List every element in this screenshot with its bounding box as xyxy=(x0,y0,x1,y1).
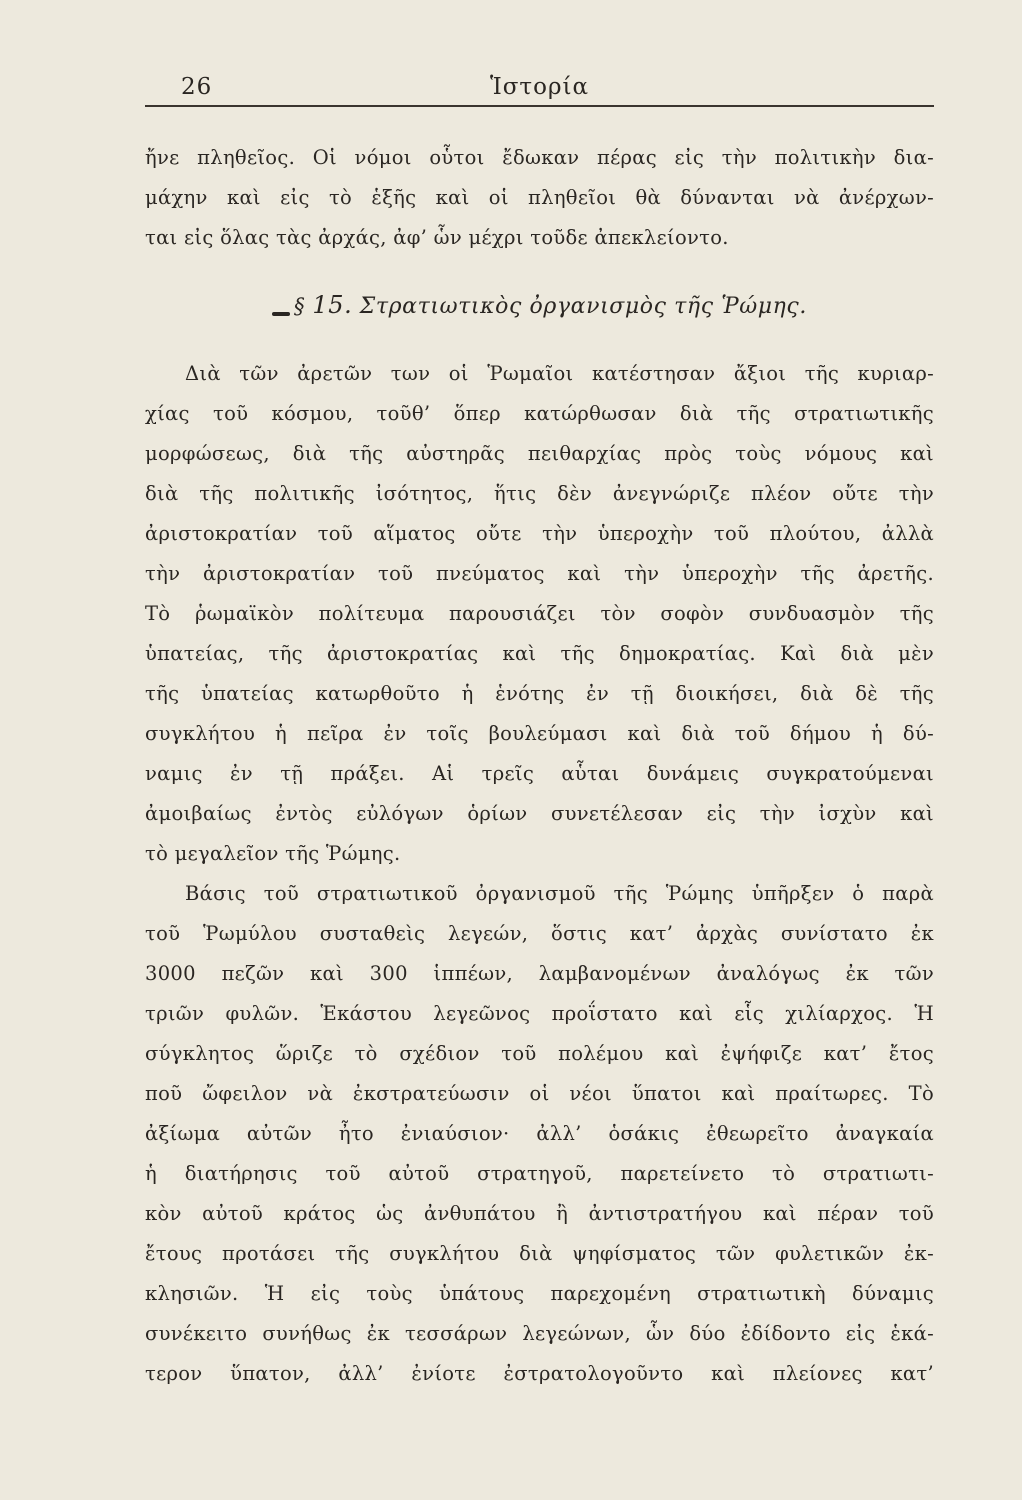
text-line: Βάσις τοῦ στρατιωτικοῦ ὀργανισμοῦ τῆς Ῥώμης ὑπῆρξεν ὁ παρὰ xyxy=(185,882,934,905)
text-line: μάχην καὶ εἰς τὸ ἑξῆς καὶ οἱ πληθεῖοι θὰ δύνανται νὰ ἀνέρχων- xyxy=(145,186,934,209)
text-line: ται εἰς ὅλας τὰς ἀρχάς, ἀφ’ ὧν μέχρι τοῦδε ἀπεκλείοντο. xyxy=(145,226,729,249)
text-line: Διὰ τῶν ἀρετῶν των οἱ Ῥωμαῖοι κατέστησαν ἄξιοι τῆς κυριαρ- xyxy=(185,362,934,385)
text-line: τὴν ἀριστοκρατίαν τοῦ πνεύματος καὶ τὴν ὑπεροχὴν τῆς ἀρετῆς. xyxy=(145,562,934,585)
section-number: 15. xyxy=(312,291,353,319)
section-symbol: § xyxy=(294,294,306,318)
text-body xyxy=(145,138,934,1394)
text-line: 3000 πεζῶν καὶ 300 ἱππέων, λαμβανομένων ἀναλόγως ἐκ τῶν xyxy=(145,962,934,985)
heading-dash-mark xyxy=(272,312,290,316)
text-line: ἔτους προτάσει τῆς συγκλήτου διὰ ψηφίσματος τῶν φυλετικῶν ἐκ- xyxy=(145,1242,934,1265)
text-line: μορφώσεως, διὰ τῆς αὐστηρᾶς πειθαρχίας πρὸς τοὺς νόμους καὶ xyxy=(145,442,934,465)
text-line: συγκλήτου ἡ πεῖρα ἐν τοῖς βουλεύμασι καὶ διὰ τοῦ δήμου ἡ δύ- xyxy=(145,722,934,745)
text-line: ἡ διατήρησις τοῦ αὐτοῦ στρατηγοῦ, παρετείνετο τὸ στρατιωτι- xyxy=(145,1162,934,1185)
text-line: ἤνε πληθεῖος. Οἱ νόμοι οὗτοι ἔδωκαν πέρας εἰς τὴν πολιτικὴν δια- xyxy=(145,146,934,169)
header-rule xyxy=(145,105,934,107)
text-line: ναμις ἐν τῇ πράξει. Αἱ τρεῖς αὗται δυνάμεις συγκρατούμεναι xyxy=(145,762,934,785)
text-line: κλησιῶν. Ἡ εἰς τοὺς ὑπάτους παρεχομένη στρατιωτικὴ δύναμις xyxy=(145,1282,934,1305)
section-heading xyxy=(145,258,934,334)
text-line: ὑπατείας, τῆς ἀριστοκρατίας καὶ τῆς δημοκρατίας. Καὶ διὰ μὲν xyxy=(145,642,934,665)
text-line: συνέκειτο συνήθως ἐκ τεσσάρων λεγεώνων, ὧν δύο ἐδίδοντο εἰς ἑκά- xyxy=(145,1322,934,1345)
running-title: Ἱστορία xyxy=(489,74,590,100)
text-line: Τὸ ῥωμαϊκὸν πολίτευμα παρουσιάζει τὸν σοφὸν συνδυασμὸν τῆς xyxy=(145,602,934,625)
text-line: χίας τοῦ κόσμου, τοῦθ’ ὅπερ κατώρθωσαν διὰ τῆς στρατιωτικῆς xyxy=(145,402,934,425)
section-title: Στρατιωτικὸς ὀργανισμὸς τῆς Ῥώμης. xyxy=(359,294,807,319)
text-line: διὰ τῆς πολιτικῆς ἰσότητος, ἥτις δὲν ἀνεγνώριζε πλέον οὔτε τὴν xyxy=(145,482,934,505)
text-line: ἀμοιβαίως ἐντὸς εὐλόγων ὁρίων συνετέλεσαν εἰς τὴν ἰσχὺν καὶ xyxy=(145,802,934,825)
text-line: ἀξίωμα αὐτῶν ἦτο ἐνιαύσιον· ἀλλ’ ὁσάκις ἐθεωρεῖτο ἀναγκαία xyxy=(145,1122,934,1145)
text-line: τὸ μεγαλεῖον τῆς Ῥώμης. xyxy=(145,842,401,865)
text-line: τερον ὕπατον, ἀλλ’ ἐνίοτε ἐστρατολογοῦντο καὶ πλείονες κατ’ xyxy=(145,1362,934,1385)
text-line: τῆς ὑπατείας κατωρθοῦτο ἡ ἑνότης ἐν τῇ διοικήσει, διὰ δὲ τῆς xyxy=(145,682,934,705)
page-number: 26 xyxy=(181,74,213,100)
text-line: σύγκλητος ὥριζε τὸ σχέδιον τοῦ πολέμου καὶ ἐψήφιζε κατ’ ἔτος xyxy=(145,1042,934,1065)
text-line: κὸν αὐτοῦ κράτος ὡς ἀνθυπάτου ἢ ἀντιστρατήγου καὶ πέραν τοῦ xyxy=(145,1202,934,1225)
text-line: ἀριστοκρατίαν τοῦ αἵματος οὔτε τὴν ὑπεροχὴν τοῦ πλούτου, ἀλλὰ xyxy=(145,522,934,545)
text-line: τριῶν φυλῶν. Ἑκάστου λεγεῶνος προΐστατο καὶ εἷς χιλίαρχος. Ἡ xyxy=(145,1002,934,1025)
text-line: ποῦ ὤφειλον νὰ ἐκστρατεύωσιν οἱ νέοι ὕπατοι καὶ πραίτωρες. Τὸ xyxy=(145,1082,934,1105)
text-line: τοῦ Ῥωμύλου συσταθεὶς λεγεών, ὅστις κατ’ ἀρχὰς συνίστατο ἐκ xyxy=(145,922,934,945)
page-header xyxy=(145,74,934,104)
